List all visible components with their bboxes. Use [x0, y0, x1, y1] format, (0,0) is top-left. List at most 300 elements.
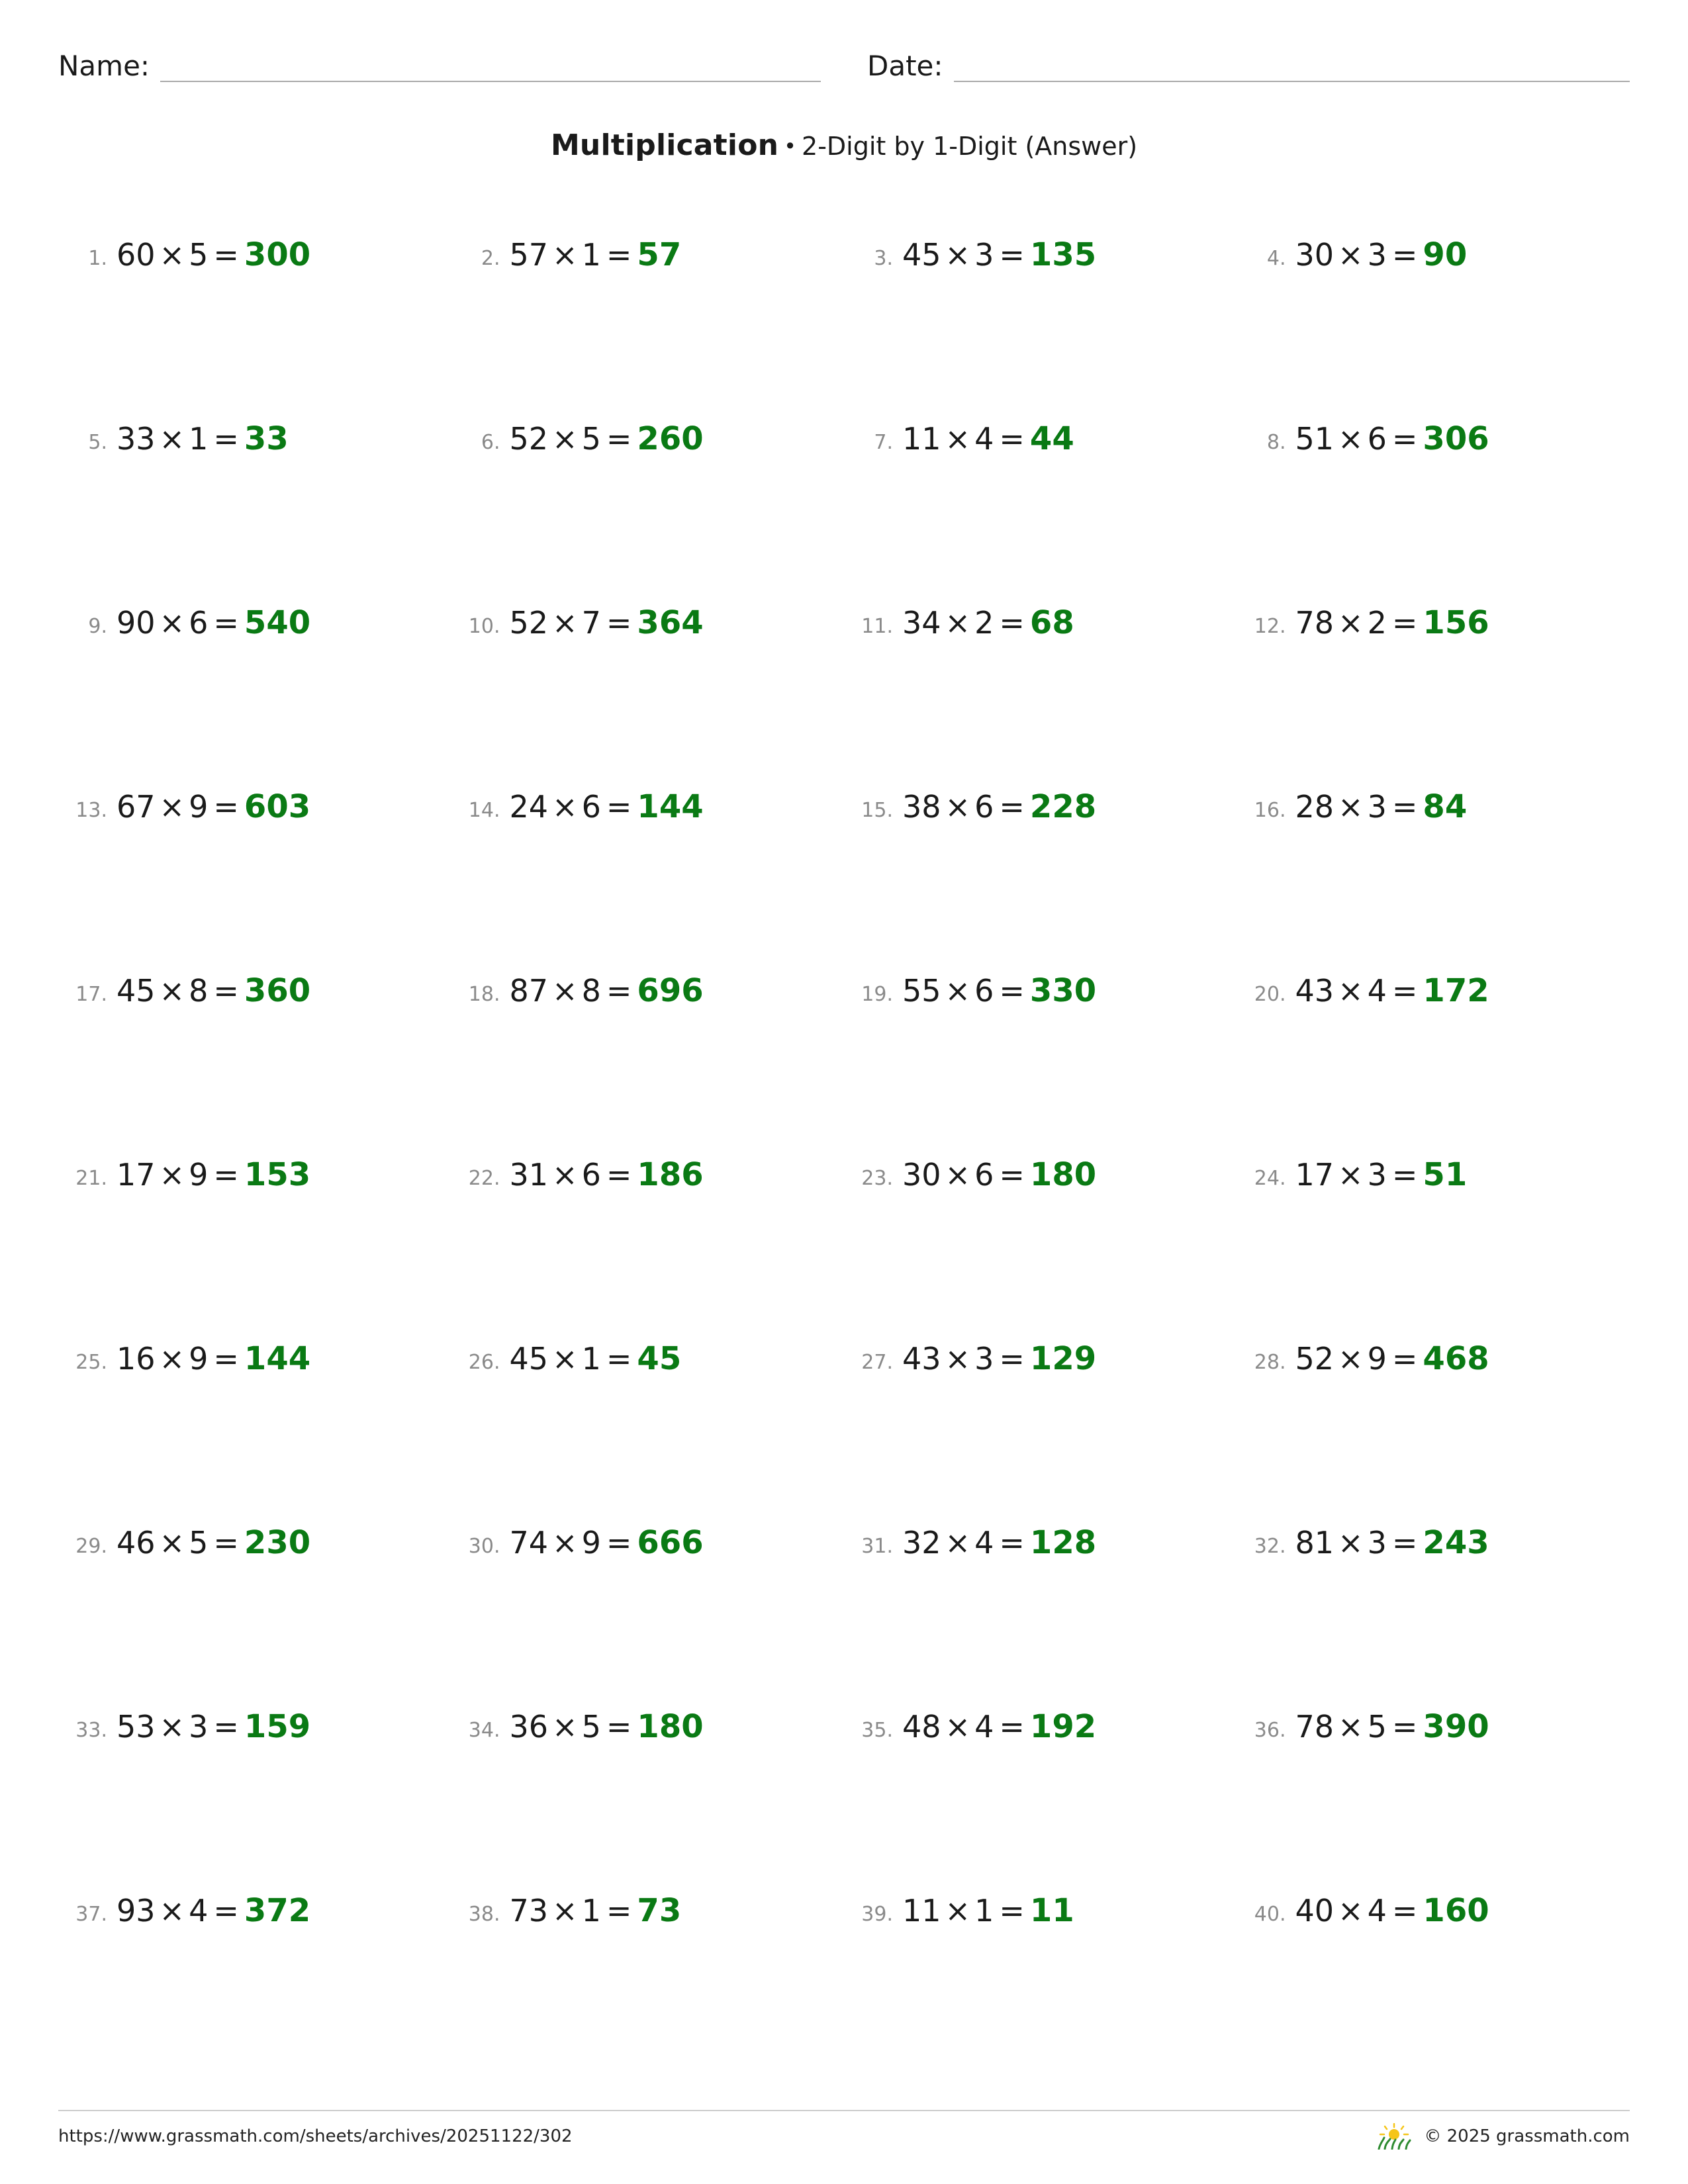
problem-number: 4.	[1266, 247, 1286, 270]
factor-a: 38	[902, 789, 941, 825]
problem-number: 27.	[861, 1351, 893, 1374]
times-symbol: ×	[159, 237, 185, 273]
answer-value: 153	[244, 1156, 311, 1193]
times-symbol: ×	[159, 421, 185, 457]
problem-expression	[117, 1708, 310, 1745]
problem-expression	[902, 1340, 1096, 1377]
factor-a: 67	[117, 789, 156, 825]
equals-symbol: =	[606, 605, 632, 641]
problem-expression	[902, 236, 1096, 273]
equals-symbol: =	[606, 1893, 632, 1929]
answer-value: 68	[1029, 604, 1074, 641]
factor-a: 93	[117, 1893, 156, 1929]
equals-symbol: =	[999, 1157, 1025, 1193]
problem-item	[451, 1156, 845, 1340]
problem-expression	[1295, 1156, 1468, 1193]
factor-a: 28	[1295, 789, 1335, 825]
answer-value: 44	[1029, 420, 1074, 457]
times-symbol: ×	[945, 1525, 971, 1561]
problem-number: 29.	[75, 1535, 107, 1558]
factor-a: 51	[1295, 421, 1335, 457]
factor-b: 3	[1367, 1157, 1387, 1193]
problem-item	[451, 236, 845, 420]
problem-expression	[902, 420, 1074, 457]
factor-b: 4	[974, 421, 994, 457]
equals-symbol: =	[213, 973, 239, 1009]
problem-item	[58, 1156, 451, 1340]
times-symbol: ×	[1338, 605, 1364, 641]
times-symbol: ×	[552, 421, 578, 457]
answer-value: 666	[637, 1524, 704, 1561]
times-symbol: ×	[552, 1341, 578, 1377]
answer-value: 360	[244, 972, 311, 1009]
problem-item	[1237, 1340, 1630, 1524]
factor-a: 40	[1295, 1893, 1335, 1929]
problem-expression	[510, 1340, 682, 1377]
factor-a: 52	[509, 605, 549, 641]
title-main: Multiplication	[550, 128, 779, 162]
answer-value: 300	[244, 236, 311, 273]
equals-symbol: =	[606, 1709, 632, 1745]
factor-b: 6	[974, 973, 994, 1009]
problem-item	[844, 1340, 1237, 1524]
answer-value: 696	[637, 972, 704, 1009]
problem-item	[1237, 1708, 1630, 1892]
problem-item	[844, 788, 1237, 972]
times-symbol: ×	[552, 237, 578, 273]
problem-expression	[510, 604, 704, 641]
times-symbol: ×	[945, 605, 971, 641]
problem-number: 11.	[861, 615, 893, 638]
problem-number: 15.	[861, 799, 893, 822]
factor-b: 8	[189, 973, 209, 1009]
factor-a: 11	[902, 421, 941, 457]
problem-expression	[1295, 420, 1489, 457]
footer-copyright: © 2025 grassmath.com	[1424, 2126, 1630, 2146]
factor-a: 87	[509, 973, 549, 1009]
problem-item	[58, 788, 451, 972]
answer-value: 260	[637, 420, 704, 457]
problem-number: 30.	[468, 1535, 500, 1558]
factor-b: 1	[974, 1893, 994, 1929]
factor-b: 9	[189, 1157, 209, 1193]
factor-a: 90	[117, 605, 156, 641]
problem-item	[844, 1892, 1237, 2076]
times-symbol: ×	[1338, 789, 1364, 825]
times-symbol: ×	[945, 1709, 971, 1745]
equals-symbol: =	[606, 1341, 632, 1377]
factor-a: 45	[509, 1341, 549, 1377]
problem-item	[58, 420, 451, 604]
factor-a: 81	[1295, 1525, 1335, 1561]
problem-item	[58, 972, 451, 1156]
problem-expression	[902, 604, 1074, 641]
answer-value: 390	[1423, 1708, 1489, 1745]
problem-item	[844, 236, 1237, 420]
times-symbol: ×	[552, 1893, 578, 1929]
factor-b: 9	[1367, 1341, 1387, 1377]
equals-symbol: =	[1391, 789, 1418, 825]
problem-item	[1237, 420, 1630, 604]
answer-value: 160	[1423, 1892, 1489, 1929]
problem-expression	[902, 972, 1096, 1009]
factor-a: 32	[902, 1525, 941, 1561]
answer-value: 90	[1423, 236, 1468, 273]
times-symbol: ×	[552, 789, 578, 825]
problem-item	[58, 1340, 451, 1524]
factor-a: 60	[117, 237, 156, 273]
answer-value: 156	[1423, 604, 1489, 641]
problem-number: 8.	[1266, 431, 1286, 454]
times-symbol: ×	[159, 789, 185, 825]
factor-a: 78	[1295, 1709, 1335, 1745]
times-symbol: ×	[1338, 1525, 1364, 1561]
times-symbol: ×	[1338, 1893, 1364, 1929]
answer-value: 172	[1423, 972, 1489, 1009]
equals-symbol: =	[1391, 421, 1418, 457]
factor-b: 2	[974, 605, 994, 641]
answer-value: 468	[1423, 1340, 1489, 1377]
factor-b: 3	[1367, 1525, 1387, 1561]
answer-value: 540	[244, 604, 311, 641]
problem-item	[451, 1524, 845, 1708]
equals-symbol: =	[1391, 1341, 1418, 1377]
date-input-line[interactable]	[954, 50, 1630, 82]
problem-item	[1237, 788, 1630, 972]
problem-item	[451, 1708, 845, 1892]
answer-value: 603	[244, 788, 311, 825]
equals-symbol: =	[999, 973, 1025, 1009]
factor-b: 7	[581, 605, 601, 641]
sun-over-grass-icon	[1376, 2123, 1412, 2150]
problem-number: 25.	[75, 1351, 107, 1374]
problem-number: 24.	[1254, 1167, 1286, 1190]
problem-expression	[510, 1156, 704, 1193]
equals-symbol: =	[213, 605, 239, 641]
problem-expression	[1295, 236, 1468, 273]
problem-expression	[1295, 972, 1489, 1009]
problem-expression	[510, 1892, 682, 1929]
problem-item	[844, 1156, 1237, 1340]
problem-number: 36.	[1254, 1719, 1286, 1742]
equals-symbol: =	[999, 421, 1025, 457]
factor-b: 9	[189, 1341, 209, 1377]
times-symbol: ×	[945, 1893, 971, 1929]
equals-symbol: =	[606, 789, 632, 825]
factor-b: 5	[189, 1525, 209, 1561]
times-symbol: ×	[1338, 1157, 1364, 1193]
factor-a: 46	[117, 1525, 156, 1561]
equals-symbol: =	[999, 1525, 1025, 1561]
factor-a: 45	[902, 237, 941, 273]
problem-item	[1237, 1892, 1630, 2076]
factor-b: 1	[581, 1893, 601, 1929]
times-symbol: ×	[1338, 1341, 1364, 1377]
times-symbol: ×	[159, 973, 185, 1009]
equals-symbol: =	[1391, 1157, 1418, 1193]
times-symbol: ×	[552, 1525, 578, 1561]
times-symbol: ×	[945, 421, 971, 457]
factor-b: 5	[1367, 1709, 1387, 1745]
times-symbol: ×	[159, 1157, 185, 1193]
problem-number: 33.	[75, 1719, 107, 1742]
times-symbol: ×	[1338, 237, 1364, 273]
equals-symbol: =	[213, 1157, 239, 1193]
problem-expression	[510, 1524, 704, 1561]
factor-b: 6	[189, 605, 209, 641]
times-symbol: ×	[552, 973, 578, 1009]
factor-a: 30	[902, 1157, 941, 1193]
equals-symbol: =	[213, 789, 239, 825]
factor-b: 3	[189, 1709, 209, 1745]
factor-b: 1	[581, 237, 601, 273]
answer-value: 45	[637, 1340, 682, 1377]
problem-item	[451, 1340, 845, 1524]
problem-expression	[1295, 604, 1489, 641]
problem-number: 16.	[1254, 799, 1286, 822]
problem-expression	[117, 1340, 310, 1377]
problem-item	[58, 1892, 451, 2076]
problem-item	[1237, 1156, 1630, 1340]
answer-value: 364	[637, 604, 704, 641]
equals-symbol: =	[213, 1893, 239, 1929]
problem-item	[58, 1708, 451, 1892]
problem-item	[58, 1524, 451, 1708]
problem-expression	[1295, 1708, 1489, 1745]
name-input-line[interactable]	[160, 50, 821, 82]
problem-item	[451, 788, 845, 972]
factor-b: 5	[189, 237, 209, 273]
times-symbol: ×	[159, 1709, 185, 1745]
problem-number: 40.	[1254, 1903, 1286, 1926]
name-field[interactable]	[58, 50, 821, 82]
factor-b: 9	[189, 789, 209, 825]
factor-a: 43	[1295, 973, 1335, 1009]
factor-b: 4	[974, 1709, 994, 1745]
answer-value: 372	[244, 1892, 311, 1929]
factor-a: 30	[1295, 237, 1335, 273]
factor-a: 24	[509, 789, 549, 825]
problem-expression	[510, 236, 682, 273]
answer-value: 11	[1029, 1892, 1074, 1929]
factor-a: 48	[902, 1709, 941, 1745]
factor-b: 9	[581, 1525, 601, 1561]
factor-b: 3	[1367, 237, 1387, 273]
factor-b: 4	[1367, 1893, 1387, 1929]
factor-b: 1	[189, 421, 209, 457]
answer-value: 33	[244, 420, 289, 457]
factor-a: 43	[902, 1341, 941, 1377]
answer-value: 73	[637, 1892, 682, 1929]
answer-value: 180	[637, 1708, 704, 1745]
equals-symbol: =	[213, 1341, 239, 1377]
problem-number: 5.	[88, 431, 107, 454]
date-field[interactable]	[867, 50, 1630, 82]
problem-number: 12.	[1254, 615, 1286, 638]
answer-value: 128	[1029, 1524, 1097, 1561]
equals-symbol: =	[213, 1709, 239, 1745]
equals-symbol: =	[1391, 1709, 1418, 1745]
equals-symbol: =	[606, 1525, 632, 1561]
factor-b: 4	[974, 1525, 994, 1561]
problem-number: 39.	[861, 1903, 893, 1926]
problem-number: 38.	[468, 1903, 500, 1926]
factor-b: 3	[974, 1341, 994, 1377]
problem-item	[844, 1708, 1237, 1892]
answer-value: 186	[637, 1156, 704, 1193]
factor-b: 8	[581, 973, 601, 1009]
problem-number: 31.	[861, 1535, 893, 1558]
factor-a: 31	[509, 1157, 549, 1193]
times-symbol: ×	[945, 789, 971, 825]
problem-expression	[902, 788, 1096, 825]
problem-item	[1237, 604, 1630, 788]
times-symbol: ×	[945, 973, 971, 1009]
problem-number: 17.	[75, 983, 107, 1006]
answer-value: 243	[1423, 1524, 1489, 1561]
factor-a: 34	[902, 605, 941, 641]
problem-item	[58, 604, 451, 788]
factor-a: 53	[117, 1709, 156, 1745]
answer-value: 159	[244, 1708, 311, 1745]
factor-b: 5	[581, 1709, 601, 1745]
answer-value: 135	[1029, 236, 1097, 273]
problem-item	[844, 420, 1237, 604]
equals-symbol: =	[1391, 973, 1418, 1009]
problem-expression	[510, 1708, 704, 1745]
equals-symbol: =	[1391, 1525, 1418, 1561]
problem-expression	[510, 972, 704, 1009]
factor-a: 52	[1295, 1341, 1335, 1377]
times-symbol: ×	[159, 1525, 185, 1561]
times-symbol: ×	[945, 1341, 971, 1377]
problem-number: 20.	[1254, 983, 1286, 1006]
answer-value: 330	[1029, 972, 1097, 1009]
equals-symbol: =	[606, 421, 632, 457]
factor-a: 17	[117, 1157, 156, 1193]
factor-a: 33	[117, 421, 156, 457]
problem-number: 14.	[468, 799, 500, 822]
factor-b: 1	[581, 1341, 601, 1377]
factor-a: 45	[117, 973, 156, 1009]
problem-item	[1237, 1524, 1630, 1708]
problem-number: 9.	[88, 615, 107, 638]
problem-number: 22.	[468, 1167, 500, 1190]
equals-symbol: =	[1391, 237, 1418, 273]
footer-url[interactable]: https://www.grassmath.com/sheets/archives/20251122/302	[58, 2126, 573, 2146]
problem-number: 3.	[874, 247, 893, 270]
factor-a: 16	[117, 1341, 156, 1377]
problem-expression	[117, 1892, 310, 1929]
problem-expression	[1295, 788, 1468, 825]
factor-b: 6	[581, 789, 601, 825]
problem-expression	[117, 420, 289, 457]
title-separator: •	[784, 134, 797, 159]
answer-value: 51	[1423, 1156, 1468, 1193]
problem-expression	[902, 1524, 1096, 1561]
page-title	[58, 128, 1630, 162]
problem-expression	[117, 236, 310, 273]
answer-value: 180	[1029, 1156, 1097, 1193]
times-symbol: ×	[1338, 1709, 1364, 1745]
problem-expression	[510, 788, 704, 825]
date-label: Date:	[867, 50, 943, 82]
factor-a: 52	[509, 421, 549, 457]
problem-expression	[1295, 1892, 1489, 1929]
problem-number: 10.	[468, 615, 500, 638]
factor-b: 5	[581, 421, 601, 457]
answer-value: 144	[637, 788, 704, 825]
problem-expression	[117, 1524, 310, 1561]
equals-symbol: =	[213, 237, 239, 273]
factor-b: 4	[189, 1893, 209, 1929]
factor-a: 17	[1295, 1157, 1335, 1193]
factor-b: 3	[974, 237, 994, 273]
title-subtitle: 2-Digit by 1-Digit (Answer)	[802, 132, 1138, 161]
times-symbol: ×	[159, 1341, 185, 1377]
problem-item	[451, 604, 845, 788]
equals-symbol: =	[213, 421, 239, 457]
factor-a: 73	[509, 1893, 549, 1929]
factor-b: 2	[1367, 605, 1387, 641]
factor-b: 4	[1367, 973, 1387, 1009]
equals-symbol: =	[606, 1157, 632, 1193]
problem-item	[844, 1524, 1237, 1708]
equals-symbol: =	[1391, 1893, 1418, 1929]
answer-value: 230	[244, 1524, 311, 1561]
equals-symbol: =	[999, 789, 1025, 825]
equals-symbol: =	[213, 1525, 239, 1561]
equals-symbol: =	[606, 237, 632, 273]
problem-expression	[510, 420, 704, 457]
problem-item	[58, 236, 451, 420]
factor-a: 55	[902, 973, 941, 1009]
times-symbol: ×	[552, 1709, 578, 1745]
name-label: Name:	[58, 50, 150, 82]
times-symbol: ×	[1338, 973, 1364, 1009]
times-symbol: ×	[552, 1157, 578, 1193]
footer	[58, 2110, 1630, 2150]
answer-value: 144	[244, 1340, 311, 1377]
equals-symbol: =	[999, 1709, 1025, 1745]
equals-symbol: =	[999, 237, 1025, 273]
factor-b: 6	[581, 1157, 601, 1193]
factor-a: 57	[509, 237, 549, 273]
problem-item	[844, 604, 1237, 788]
problem-item	[1237, 236, 1630, 420]
problem-item	[451, 1892, 845, 2076]
factor-b: 6	[974, 1157, 994, 1193]
footer-right	[1376, 2123, 1630, 2150]
problem-item	[844, 972, 1237, 1156]
problem-number: 6.	[481, 431, 500, 454]
header-fields	[58, 34, 1630, 82]
factor-b: 6	[974, 789, 994, 825]
problem-number: 1.	[88, 247, 107, 270]
problem-expression	[902, 1156, 1096, 1193]
problem-expression	[117, 972, 310, 1009]
problem-item	[451, 420, 845, 604]
problem-number: 19.	[861, 983, 893, 1006]
problems-grid	[58, 236, 1630, 2076]
equals-symbol: =	[999, 1341, 1025, 1377]
problem-number: 34.	[468, 1719, 500, 1742]
equals-symbol: =	[1391, 605, 1418, 641]
problem-expression	[117, 604, 310, 641]
answer-value: 84	[1423, 788, 1468, 825]
times-symbol: ×	[552, 605, 578, 641]
factor-b: 3	[1367, 789, 1387, 825]
